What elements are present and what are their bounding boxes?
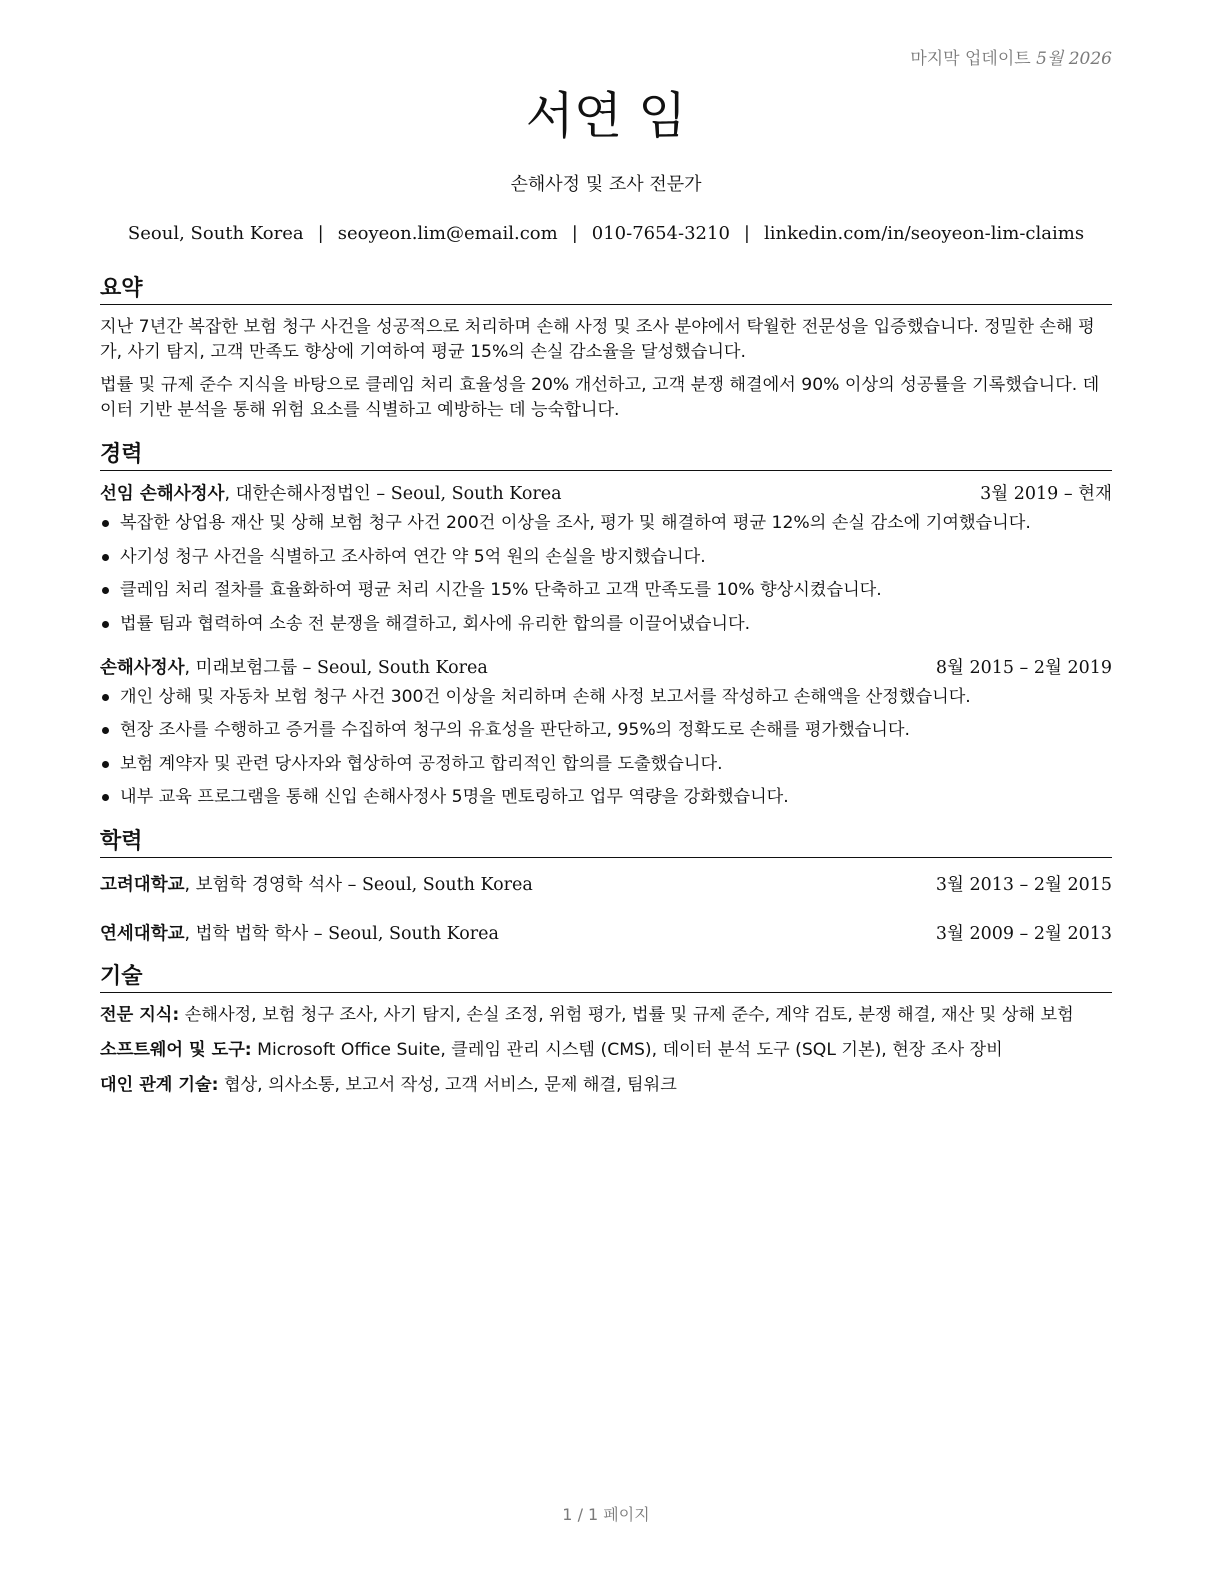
school-name: 연세대학교	[100, 924, 185, 944]
summary-section	[100, 275, 1112, 423]
school-name: 고려대학교	[100, 875, 185, 895]
resume-content	[100, 275, 1112, 1108]
experience-section	[100, 441, 1112, 810]
summary-heading: 요약	[100, 275, 1112, 305]
skill-label: 대인 관계 기술:	[100, 1075, 219, 1095]
education-dates: 3월 2013 – 2월 2015	[935, 875, 1112, 895]
skill-value: 협상, 의사소통, 보고서 작성, 고객 서비스, 문제 해결, 팀워크	[223, 1075, 677, 1095]
job-location: Seoul, South Korea	[317, 657, 488, 678]
summary-paragraph: 지난 7년간 복잡한 보험 청구 사건을 성공적으로 처리하며 손해 사정 및 조사 분야에서 탁월한 전문성을 입증했습니다. 정밀한 손해 평가, 사기 탐지, 고객 만족도 향상에 기여하여 평균 15%의 손실 감소율을 달성했습니다.	[100, 317, 1095, 362]
page-indicator: 1 / 1 페이지	[562, 1505, 650, 1524]
school-location: Seoul, South Korea	[361, 875, 533, 895]
job-bullet: 클레임 처리 절차를 효율화하여 평균 처리 시간을 15% 단축하고 고객 만족도를 10% 향상시켰습니다.	[100, 578, 1112, 603]
resume-page	[100, 0, 1112, 1584]
contact-line	[100, 223, 1112, 244]
job-role: 선임 손해사정사	[100, 484, 225, 504]
contact-separator: |	[743, 223, 750, 244]
updated-month: 5월	[1036, 49, 1064, 69]
job-header: 선임 손해사정사, 대한손해사정법인 – Seoul, South Korea 3월 2019 – 현재	[100, 481, 1112, 507]
job-bullet: 개인 상해 및 자동차 보험 청구 사건 300건 이상을 처리하며 손해 사정 보고서를 작성하고 손해액을 산정했습니다.	[100, 685, 1112, 710]
experience-heading: 경력	[100, 441, 1112, 471]
skill-value: 손해사정, 보험 청구 조사, 사기 탐지, 손실 조정, 위험 평가, 법률 및 규제 준수, 계약 검토, 분쟁 해결, 재산 및 상해 보험	[184, 1005, 1074, 1025]
job-org: 미래보험그룹	[195, 657, 298, 678]
degree-name: 보험학 경영학 석사	[195, 875, 343, 895]
job-bullet: 보험 계약자 및 관련 당사자와 협상하여 공정하고 합리적인 합의를 도출했습니다.	[100, 752, 1112, 777]
skill-label: 소프트웨어 및 도구:	[100, 1040, 252, 1060]
skill-line	[100, 1073, 1112, 1098]
updated-year: 2026	[1068, 49, 1112, 69]
job-dates: 3월 2019 – 현재	[980, 484, 1112, 504]
contact-phone[interactable]: 010-7654-3210	[591, 223, 730, 244]
contact-linkedin[interactable]: linkedin.com/in/seoyeon-lim-claims	[763, 223, 1085, 244]
skill-label: 전문 지식:	[100, 1005, 180, 1025]
summary-paragraph: 법률 및 규제 준수 지식을 바탕으로 클레임 처리 효율성을 20% 개선하고, 고객 분쟁 해결에서 90% 이상의 성공률을 기록했습니다. 데이터 기반 분석을 통해 위험 요소를 식별하고 예방하는 데 능숙합니다.	[100, 375, 1100, 420]
job-dates: 8월 2015 – 2월 2019	[935, 657, 1112, 678]
degree-name: 법학 법학 학사	[195, 924, 309, 944]
education-entry: 고려대학교, 보험학 경영학 석사 – Seoul, South Korea 3월 2013 – 2월 2015	[100, 872, 1112, 898]
job-bullet: 복잡한 상업용 재산 및 상해 보험 청구 사건 200건 이상을 조사, 평가 및 해결하여 평균 12%의 손실 감소에 기여했습니다.	[100, 511, 1112, 536]
skill-line	[100, 1038, 1112, 1063]
education-dates: 3월 2009 – 2월 2013	[935, 924, 1112, 944]
last-updated	[910, 44, 1112, 69]
skill-value: Microsoft Office Suite, 클레임 관리 시스템 (CMS), 데이터 분석 도구 (SQL 기본), 현장 조사 장비	[257, 1040, 1003, 1060]
job-bullet: 법률 팀과 협력하여 소송 전 분쟁을 해결하고, 회사에 유리한 합의를 이끌어냈습니다.	[100, 612, 1112, 637]
contact-separator: |	[571, 223, 578, 244]
job-entry	[100, 655, 1112, 811]
candidate-title: 손해사정 및 조사 전문가	[510, 174, 702, 195]
skill-line	[100, 1003, 1112, 1028]
job-entry	[100, 481, 1112, 637]
contact-separator: |	[317, 223, 324, 244]
job-location: Seoul, South Korea	[390, 484, 562, 504]
education-heading: 학력	[100, 828, 1112, 858]
contact-email[interactable]: seoyeon.lim@email.com	[337, 223, 558, 244]
updated-label: 마지막 업데이트	[910, 49, 1031, 69]
job-bullets	[100, 511, 1112, 637]
job-bullets	[100, 685, 1112, 811]
skills-section	[100, 963, 1112, 1098]
job-bullet: 사기성 청구 사건을 식별하고 조사하여 연간 약 5억 원의 손실을 방지했습니다.	[100, 545, 1112, 570]
job-org: 대한손해사정법인	[235, 484, 371, 504]
job-bullet: 내부 교육 프로그램을 통해 신입 손해사정사 5명을 멘토링하고 업무 역량을 강화했습니다.	[100, 785, 1112, 810]
education-entry: 연세대학교, 법학 법학 학사 – Seoul, South Korea 3월 2009 – 2월 2013	[100, 921, 1112, 947]
school-location: Seoul, South Korea	[328, 924, 499, 944]
skills-heading: 기술	[100, 963, 1112, 993]
candidate-name: 서연 임	[525, 87, 687, 145]
contact-location: Seoul, South Korea	[127, 223, 304, 244]
job-role: 손해사정사	[100, 657, 185, 678]
job-bullet: 현장 조사를 수행하고 증거를 수집하여 청구의 유효성을 판단하고, 95%의 정확도로 손해를 평가했습니다.	[100, 718, 1112, 743]
job-header: 손해사정사, 미래보험그룹 – Seoul, South Korea 8월 2015 – 2월 2019	[100, 655, 1112, 681]
education-section	[100, 828, 1112, 947]
